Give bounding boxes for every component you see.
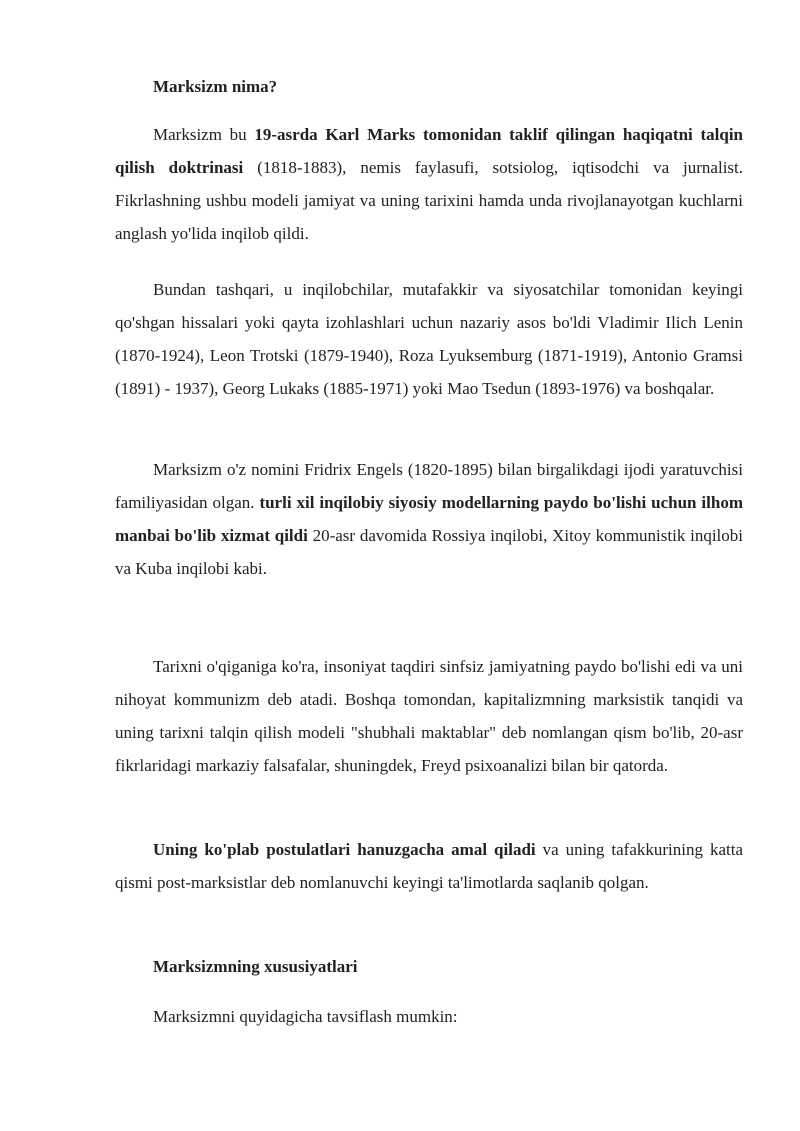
paragraph-engels [115,453,743,585]
section-heading-features: Marksizmning xususiyatlari [153,957,358,976]
paragraph-history-reading: Tarixni o'qiganiga ko'ra, insoniyat taqdiri sinfsiz jamiyatning paydo bo'lishi edi va uni nihoyat kommunizm deb atadi. Boshqa tomondan, kapitalizmning marksistik tanqidi va uning tarixni talqin qilish modeli "shubhali maktablar" deb nomlangan qism bo'lib, 20-asr fikrlaridagi markaziy falsafalar, shuningdek, Freyd psixoanalizi bilan bir qatorda. [115,657,743,775]
paragraph-postulates-text-b: va uning tafakkurining katta qismi post-marksistlar deb nomlanuvchi keyingi ta'limotlarda saqlanib qolgan. [115,840,744,892]
paragraph-engels-text-c: 20-asr davomida Rossiya inqilobi, Xitoy kommunistik inqilobi va Kuba inqilobi kabi. [115,526,743,578]
paragraph-engels-text-a: Marksizm o'z nomini Fridrix Engels (1820-1895) bilan birgalikdagi ijodi yaratuvchisi familiyasidan olgan. [115,460,743,512]
section-heading-what-is-marxism: Marksizm nima? [153,77,278,96]
paragraph-postulates [115,833,743,899]
paragraph-postulates-bold: Uning ko'plab postulatlari hanuzgacha amal qiladi [153,840,536,859]
paragraph-theorists: Bundan tashqari, u inqilobchilar, mutafakkir va siyosatchilar tomonidan keyingi qo'shgan hissalari yoki qayta izohlashlari uchun nazariy asos bo'ldi Vladimir Ilich Lenin (1870-1924), Leon Trotski (1879-1940), Roza Lyuksemburg (1871-1919), Antonio Gramsi (1891) - 1937), Georg Lukaks (1885-1971) yoki Mao Tsedun (1893-1976) va boshqalar. [115,280,743,398]
paragraph-definition-text-a: Marksizm bu [153,125,255,144]
paragraph-definition [115,118,743,250]
paragraph-features-intro: Marksizmni quyidagicha tavsiflash mumkin: [153,1007,458,1026]
paragraph-engels-bold: turli xil inqilobiy siyosiy modellarning paydo bo'lishi uchun ilhom manbai bo'lib xizmat qildi [115,493,743,545]
paragraph-definition-text-c: (1818-1883), nemis faylasufi, sotsiolog, iqtisodchi va jurnalist. Fikrlashning ushbu modeli jamiyat va uning tarixini hamda unda rivojlanayotgan kuchlarni anglash yo'lida inqilob qildi. [115,158,744,243]
paragraph-definition-bold: 19-asrda Karl Marks tomonidan taklif qilingan haqiqatni talqin qilish doktrinasi [115,125,743,177]
